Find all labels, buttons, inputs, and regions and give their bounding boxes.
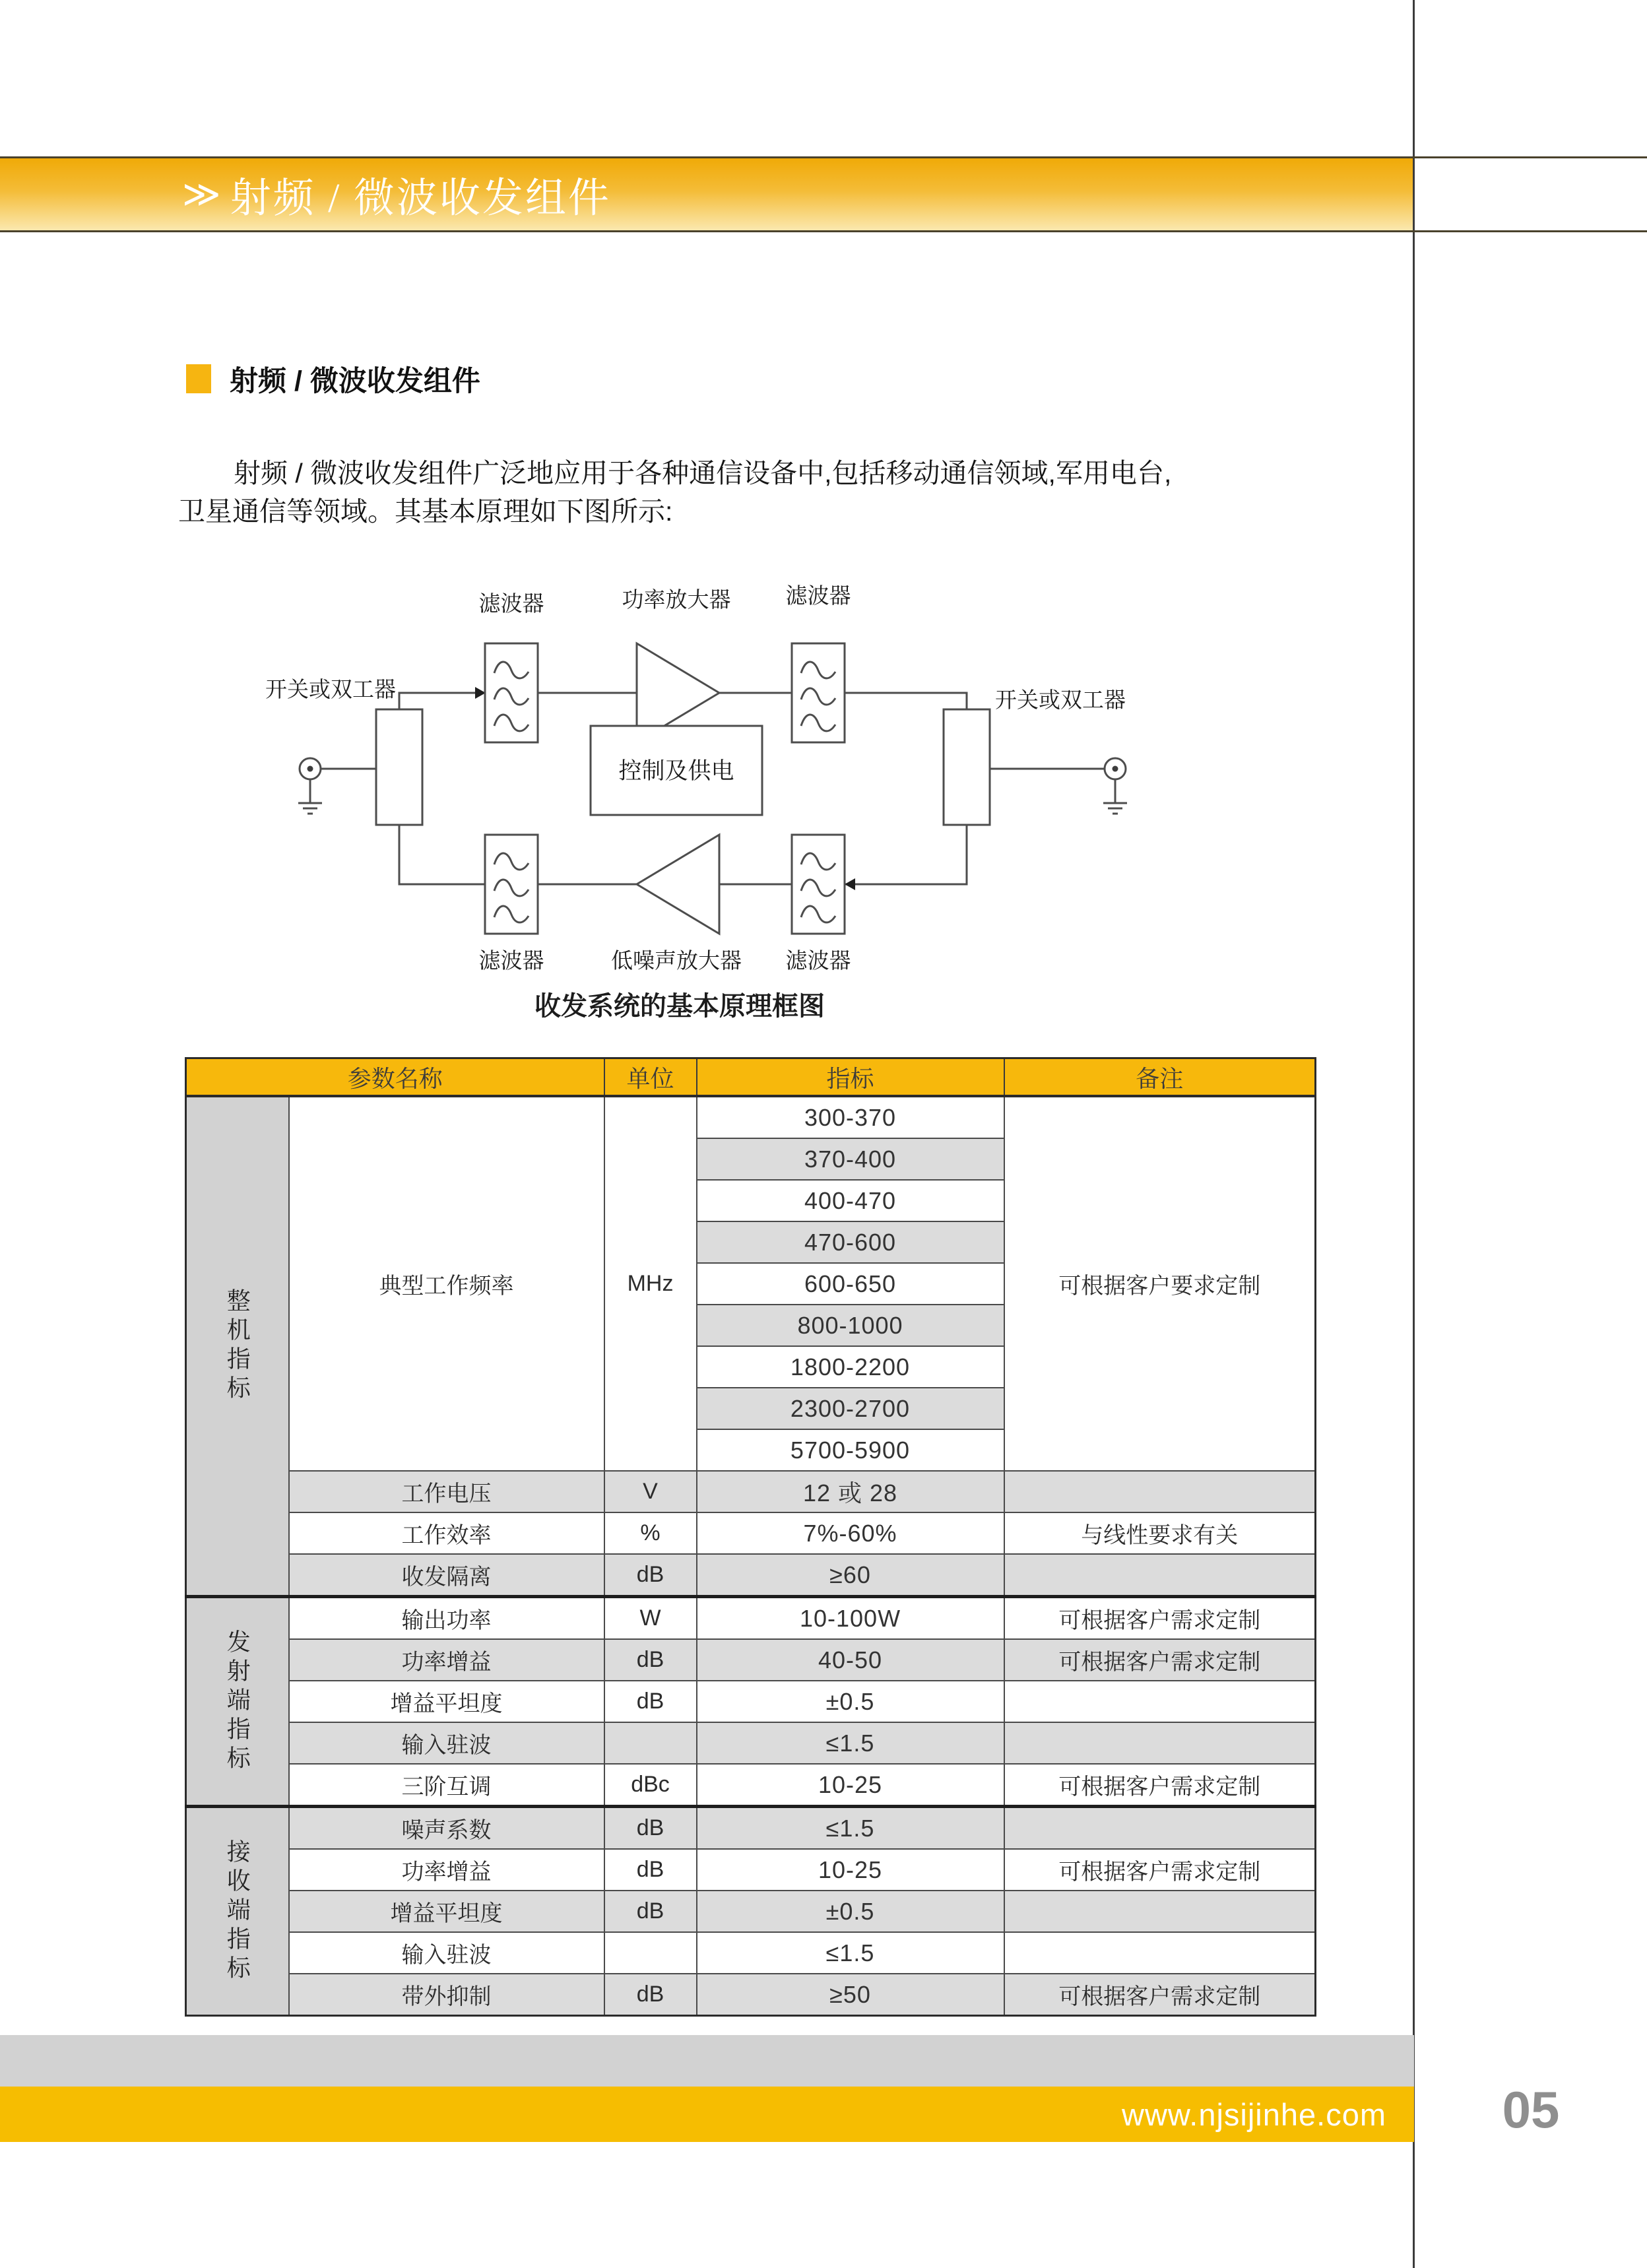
table-row <box>186 1639 1316 1681</box>
param-cell: 三阶互调 <box>289 1764 604 1807</box>
column-header-unit: 单位 <box>604 1058 697 1097</box>
section-label: 接收端指标 <box>186 1807 289 2016</box>
column-header-spec: 指标 <box>697 1058 1004 1097</box>
bullet-square-icon <box>186 364 211 393</box>
banner-title: 射频 / 微波收发组件 <box>230 176 611 221</box>
spec-cell: 10-25 <box>697 1764 1004 1807</box>
spec-cell: ≥60 <box>697 1554 1004 1597</box>
remark-cell <box>1004 1932 1316 1974</box>
table-row <box>186 1764 1316 1807</box>
filter-label: 滤波器 <box>785 583 851 608</box>
ground-icon <box>298 779 322 814</box>
table-row <box>186 1554 1316 1597</box>
param-cell: 工作效率 <box>289 1512 604 1554</box>
spec-cell: 40-50 <box>697 1639 1004 1681</box>
spec-cell: ≤1.5 <box>697 1807 1004 1850</box>
param-cell: 功率增益 <box>289 1639 604 1681</box>
param-cell: 功率增益 <box>289 1849 604 1891</box>
spec-cell: 470-600 <box>697 1221 1004 1263</box>
connector-dot-icon <box>1113 766 1118 772</box>
table-row <box>186 1722 1316 1764</box>
section-title: 射频 / 微波收发组件 <box>230 365 480 397</box>
intro-paragraph <box>178 454 1349 531</box>
table-row <box>186 1512 1316 1554</box>
section-label: 发射端指标 <box>186 1597 289 1807</box>
duplexer-box <box>944 709 990 825</box>
spec-cell: 400-470 <box>697 1180 1004 1221</box>
intro-line: 射频 / 微波收发组件广泛地应用于各种通信设备中,包括移动通信领域,军用电台, <box>234 458 1172 488</box>
duplexer-label: 开关或双工器 <box>995 688 1126 712</box>
table-header-row <box>186 1058 1316 1097</box>
column-header-remark: 备注 <box>1004 1058 1316 1097</box>
spec-cell: 600-650 <box>697 1263 1004 1305</box>
table-row <box>186 1932 1316 1974</box>
spec-cell: 7%-60% <box>697 1512 1004 1554</box>
spec-cell: 370-400 <box>697 1138 1004 1180</box>
param-cell: 增益平坦度 <box>289 1891 604 1932</box>
unit-cell: W <box>604 1597 697 1640</box>
unit-cell: dB <box>604 1849 697 1891</box>
filter-box <box>792 643 845 742</box>
param-cell: 噪声系数 <box>289 1807 604 1850</box>
section-label: 整机指标 <box>186 1096 289 1597</box>
connector-dot-icon <box>307 766 313 772</box>
remark-cell <box>1004 1471 1316 1512</box>
table-row <box>186 1681 1316 1722</box>
remark-cell: 可根据客户需求定制 <box>1004 1597 1316 1640</box>
spec-cell: ±0.5 <box>697 1681 1004 1722</box>
diagram-line <box>399 693 475 709</box>
spec-cell: 5700-5900 <box>697 1429 1004 1471</box>
page-right-rule <box>1413 0 1415 2268</box>
unit-cell: dB <box>604 1681 697 1722</box>
unit-cell <box>604 1722 697 1764</box>
remark-cell: 可根据客户需求定制 <box>1004 1764 1316 1807</box>
filter-label: 滤波器 <box>478 591 544 616</box>
unit-cell: dB <box>604 1974 697 2016</box>
chevron-icon: ≫ <box>182 174 221 215</box>
arrow-left-icon <box>845 878 855 890</box>
footer-gray-band <box>0 2035 1414 2087</box>
spec-cell: ±0.5 <box>697 1891 1004 1932</box>
unit-cell: dB <box>604 1639 697 1681</box>
power-amplifier-label: 功率放大器 <box>622 587 731 612</box>
filter-box <box>485 835 538 934</box>
remark-cell: 可根据客户需求定制 <box>1004 1974 1316 2016</box>
spec-cell: ≤1.5 <box>697 1722 1004 1764</box>
remark-cell: 可根据客户要求定制 <box>1004 1096 1316 1471</box>
intro-line: 卫星通信等领域。其基本原理如下图所示: <box>178 496 673 527</box>
block-diagram <box>264 574 1254 1036</box>
spec-cell: 12 或 28 <box>697 1471 1004 1512</box>
unit-cell: dB <box>604 1554 697 1597</box>
remark-cell <box>1004 1681 1316 1722</box>
ground-icon <box>1103 779 1127 814</box>
spec-table <box>185 1057 1316 2017</box>
unit-cell: dBc <box>604 1764 697 1807</box>
spec-cell: 10-100W <box>697 1597 1004 1640</box>
filter-box <box>792 835 845 934</box>
unit-cell: dB <box>604 1807 697 1850</box>
table-row <box>186 1597 1316 1640</box>
remark-cell <box>1004 1554 1316 1597</box>
table-row <box>186 1891 1316 1932</box>
filter-label: 滤波器 <box>785 948 851 973</box>
param-cell: 输出功率 <box>289 1597 604 1640</box>
filter-label: 滤波器 <box>478 948 544 973</box>
param-cell: 增益平坦度 <box>289 1681 604 1722</box>
param-cell: 带外抑制 <box>289 1974 604 2016</box>
unit-cell: dB <box>604 1891 697 1932</box>
table-row <box>186 1974 1316 2016</box>
table-row <box>186 1471 1316 1512</box>
footer-yellow-band <box>0 2087 1414 2142</box>
spec-cell: ≥50 <box>697 1974 1004 2016</box>
param-cell: 工作电压 <box>289 1471 604 1512</box>
unit-cell: V <box>604 1471 697 1512</box>
filter-box <box>485 643 538 742</box>
remark-cell: 可根据客户需求定制 <box>1004 1849 1316 1891</box>
param-cell: 典型工作频率 <box>289 1096 604 1471</box>
control-label: 控制及供电 <box>618 758 734 784</box>
param-cell: 输入驻波 <box>289 1722 604 1764</box>
remark-cell <box>1004 1807 1316 1850</box>
unit-cell <box>604 1932 697 1974</box>
banner <box>0 156 1647 232</box>
table-row <box>186 1849 1316 1891</box>
spec-cell: 1800-2200 <box>697 1346 1004 1388</box>
page-number: 05 <box>1502 2081 1560 2139</box>
spec-cell: 10-25 <box>697 1849 1004 1891</box>
diagram-line <box>845 825 967 884</box>
remark-cell: 与线性要求有关 <box>1004 1512 1316 1554</box>
section-heading <box>186 358 480 399</box>
remark-cell <box>1004 1891 1316 1932</box>
unit-cell: % <box>604 1512 697 1554</box>
diagram-caption: 收发系统的基本原理框图 <box>534 992 825 1021</box>
remark-cell: 可根据客户需求定制 <box>1004 1639 1316 1681</box>
remark-cell <box>1004 1722 1316 1764</box>
banner-background <box>0 158 1413 230</box>
spec-cell: ≤1.5 <box>697 1932 1004 1974</box>
footer-url: www.njsijinhe.com <box>1122 2096 1386 2132</box>
column-header-param: 参数名称 <box>186 1058 604 1097</box>
param-cell: 收发隔离 <box>289 1554 604 1597</box>
spec-cell: 300-370 <box>697 1096 1004 1138</box>
duplexer-box <box>376 709 422 825</box>
diagram-line <box>399 825 485 884</box>
param-cell: 输入驻波 <box>289 1932 604 1974</box>
lna-label: 低噪声放大器 <box>611 948 742 973</box>
spec-cell: 2300-2700 <box>697 1388 1004 1429</box>
spec-cell: 800-1000 <box>697 1305 1004 1346</box>
lna-symbol <box>637 835 719 934</box>
table-row <box>186 1807 1316 1850</box>
unit-cell: MHz <box>604 1096 697 1471</box>
diagram-line <box>845 693 967 709</box>
table-row <box>186 1096 1316 1138</box>
duplexer-label: 开关或双工器 <box>265 677 396 701</box>
